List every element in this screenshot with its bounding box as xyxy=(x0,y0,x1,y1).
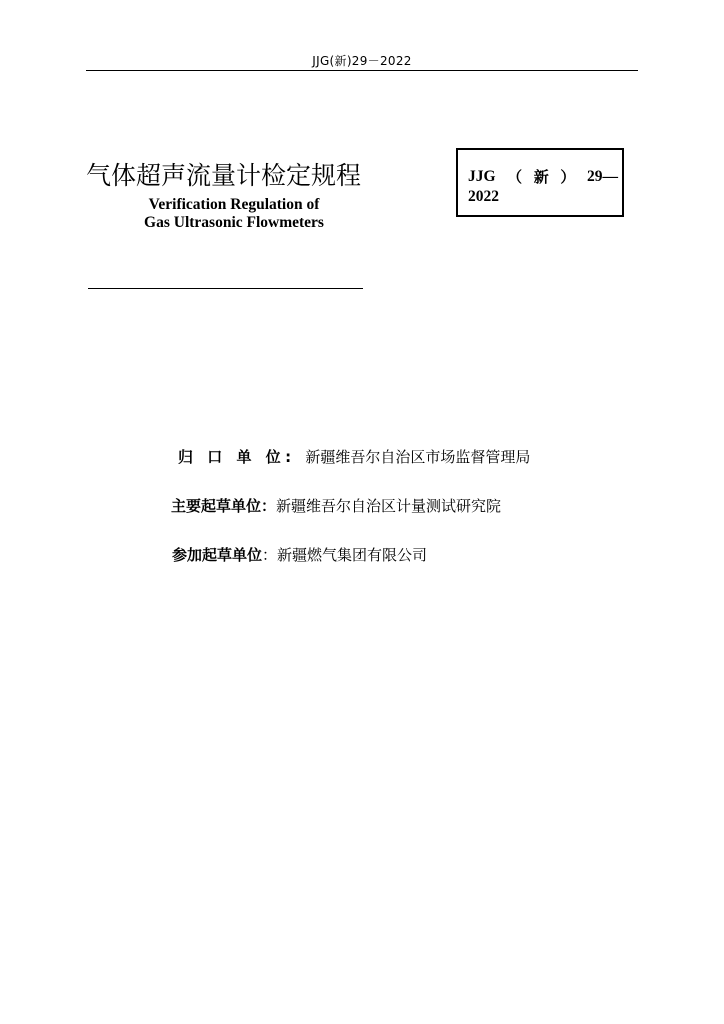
standard-code-year: 2022 xyxy=(468,188,499,205)
code-open-paren: （ xyxy=(507,168,523,186)
title-underline xyxy=(88,288,363,289)
standard-code-line-1 xyxy=(468,168,618,186)
org-separator: ： xyxy=(262,546,278,564)
org-row-participating xyxy=(172,545,427,565)
title-english-line-1: Verification Regulation of xyxy=(148,196,320,213)
org-separator: : xyxy=(285,448,306,466)
code-number: 29— xyxy=(586,168,618,185)
org-label: 归 口 单 位 xyxy=(178,448,286,466)
title-chinese: 气体超声流量计检定规程 xyxy=(86,161,362,190)
org-value: 新疆燃气集团有限公司 xyxy=(277,546,428,564)
org-row-main-drafting xyxy=(171,496,501,516)
title-english-line-2: Gas Ultrasonic Flowmeters xyxy=(144,214,324,231)
title-english xyxy=(86,196,382,232)
code-region: 新 xyxy=(533,168,549,186)
running-header-code: JJG(新)29－2022 xyxy=(312,54,412,68)
org-label: 参加起草单位 xyxy=(172,546,263,564)
code-close-paren: ） xyxy=(560,168,576,186)
standard-code-box xyxy=(456,148,624,217)
org-label: 主要起草单位 xyxy=(171,497,262,515)
code-prefix: JJG xyxy=(468,168,496,185)
org-row-supervising xyxy=(178,447,530,467)
org-value: 新疆维吾尔自治区计量测试研究院 xyxy=(276,497,502,515)
org-separator: ： xyxy=(261,497,277,515)
header-divider xyxy=(86,70,638,71)
org-value: 新疆维吾尔自治区市场监督管理局 xyxy=(305,448,531,466)
